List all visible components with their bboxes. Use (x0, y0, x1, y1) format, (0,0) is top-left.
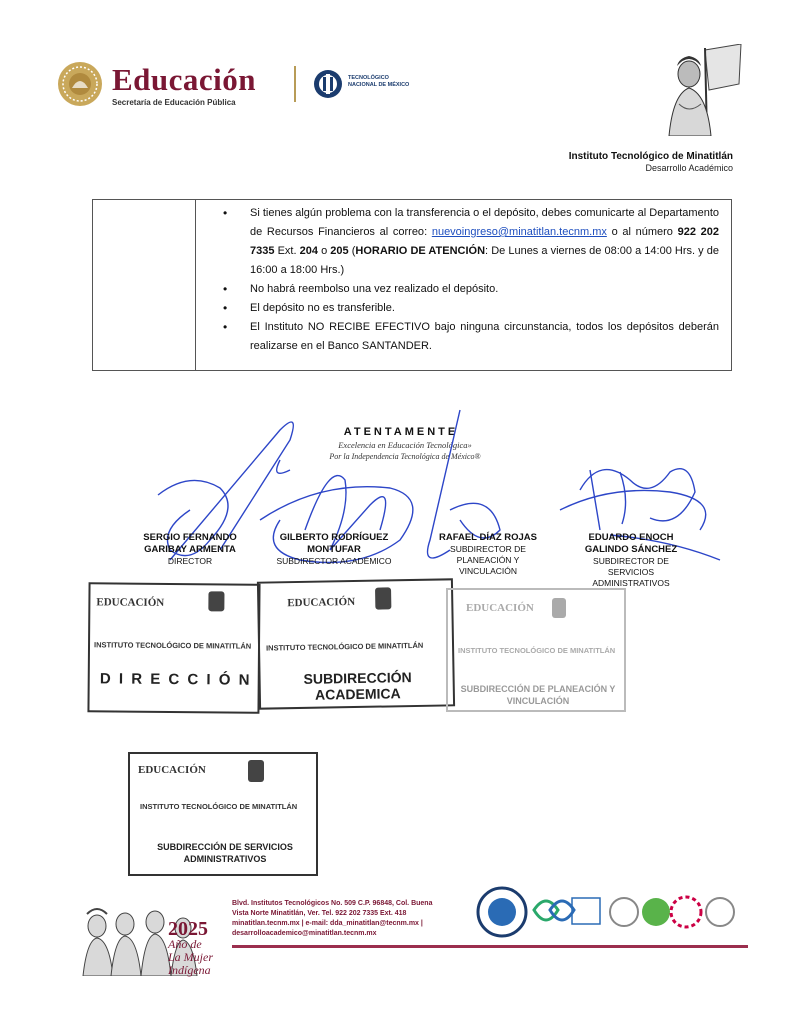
signature-subdirector-servicios: EDUARDO ENOCH GALINDO SÁNCHEZ SUBDIRECTOR DE SERVICIOS ADMINISTRATIVOS (584, 532, 678, 588)
phone-number: 922 202 7335 (250, 226, 720, 257)
footer-address: Blvd. Institutos Tecnológicos No. 509 C.P. 96848, Col. Buena Vista Norte Minatitlán, Ver. Tel. 922 202 7335 Ext. 418 minatitlan.tecnm.mx | e-mail: dda_minatitlan@tecnm.mx | desarrolloacademico@minatitlan.tecnm.mx (232, 900, 433, 937)
closing-atentamente: ATENTAMENTE (343, 426, 459, 438)
stamp-institute: INSTITUTO TECNOLÓGICO DE MINATITLÁN (458, 646, 616, 655)
list-item: • El Instituto NO RECIBE EFECTIVO bajo ninguna circunstancia, todos los depósitos deberán realizarse en el Banco SANTANDER. (223, 318, 719, 356)
educacion-wordmark: Educación (112, 62, 257, 97)
stamp-edu-label: EDUCACIÓN (138, 764, 206, 776)
stamp-logo-icon (375, 587, 391, 609)
stamp-unit-line1: SUBDIRECCIÓN DE PLANEACIÓN Y (460, 684, 616, 694)
stamp-unit-line2: VINCULACIÓN (506, 696, 570, 706)
stamp-logo-icon (208, 591, 224, 611)
stamp-subdireccion-academica (257, 578, 455, 709)
stamp-subdireccion-planeacion (446, 588, 626, 712)
tecnm-gear-icon (312, 66, 344, 102)
department-name: Desarrollo Académico (645, 163, 733, 173)
stamp-logo-icon (552, 598, 566, 618)
tecnm-line2: NACIONAL DE MÉXICO (348, 82, 410, 88)
stamp-unit: D I R E C C I Ó N (99, 670, 252, 689)
list-item: • No habrá reembolso una vez realizado el depósito. (223, 280, 719, 299)
tecnm-logo (312, 66, 412, 102)
stamp-subdireccion-servicios (128, 752, 318, 876)
certification-logos-icon (474, 884, 749, 942)
list-item: • El depósito no es transferible. (223, 299, 719, 318)
signature-subdirector-academico: GILBERTO RODRÍGUEZ MONTUFAR SUBDIRECTOR ACADÉMICO (276, 532, 392, 566)
educacion-logo (56, 60, 286, 110)
tecnm-line1: TECNOLÓGICO (348, 75, 389, 81)
stamp-institute: INSTITUTO TECNOLÓGICO DE MINATITLÁN (93, 640, 252, 651)
stamp-edu-label: EDUCACIÓN (96, 596, 165, 609)
stamp-unit-line1: SUBDIRECCIÓN DE SERVICIOS (157, 842, 293, 852)
header-divider (294, 66, 296, 102)
signature-director: SERGIO FERNANDO GARIBAY ARMENTA DIRECTOR (143, 532, 237, 566)
heroine-illustration-icon (655, 44, 745, 136)
info-table-empty-cell (93, 200, 196, 370)
year-motto: Año de La Mujer Indígena (168, 937, 213, 977)
contact-email-link[interactable]: nuevoingreso@minatitlan.tecnm.mx (431, 226, 607, 238)
institute-name: Instituto Tecnológico de Minatitlán (568, 151, 733, 162)
secretaria-label: Secretaría de Educación Pública (112, 98, 236, 107)
stamp-unit: SUBDIRECCIÓN ACADEMICA (303, 669, 412, 703)
year-label: 2025 (168, 918, 208, 940)
info-table (92, 199, 732, 371)
info-list (223, 204, 719, 356)
footer-rule (232, 945, 748, 948)
hours-label: HORARIO DE ATENCIÓN (355, 245, 486, 257)
stamp-institute: INSTITUTO TECNOLÓGICO DE MINATITLÁN (140, 802, 298, 811)
stamp-edu-label: EDUCACIÓN (466, 602, 534, 614)
stamp-edu-label: EDUCACIÓN (287, 596, 356, 610)
stamp-logo-icon (248, 760, 264, 782)
list-item: • Si tienes algún problema con la transferencia o el depósito, debes comunicarte al Departamento de Recursos Financieros al correo: nuevoingreso@minatitlan.tecnm.mx o al número 922 202 7335 Ext. 204 o 205 (HORARIO DE ATENCIÓN: De Lunes a viernes de 08:00 a 14:00 Hrs. y de 16:00 a 18:00 Hrs.) (223, 204, 719, 280)
motto-line1: Excelencia en Educación Tecnológica» (338, 440, 472, 450)
stamp-unit-line2: ADMINISTRATIVOS (183, 854, 267, 864)
stamp-direccion (87, 582, 260, 713)
signature-subdirector-planeacion: RAFAEL DÍAZ ROJAS SUBDIRECTOR DE PLANEACIÓN Y VINCULACIÓN (438, 532, 537, 576)
national-seal-icon (56, 60, 104, 108)
motto-line2: Por la Independencia Tecnológica de México® (329, 452, 481, 461)
stamp-institute: INSTITUTO TECNOLÓGICO DE MINATITLÁN (265, 640, 424, 653)
